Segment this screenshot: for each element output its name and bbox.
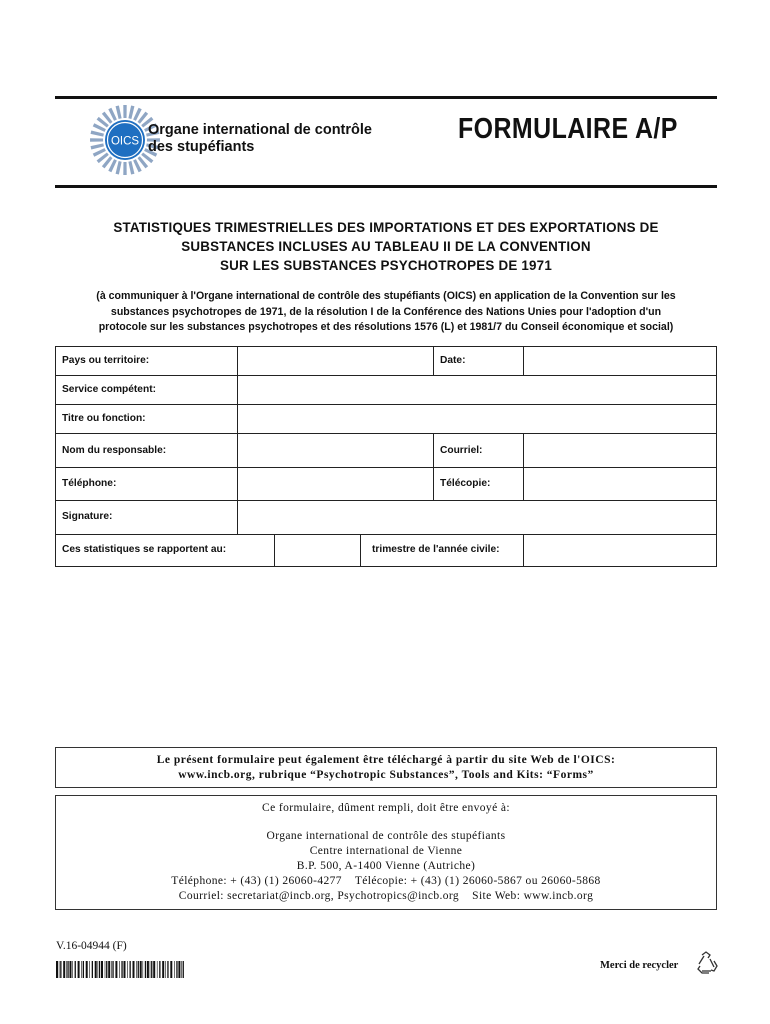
org-name-line1: Organe international de contrôle <box>148 122 372 138</box>
main-title-line2: SUBSTANCES INCLUSES AU TABLEAU II DE LA CONVENTION <box>181 239 591 254</box>
subtitle-line1: (à communiquer à l'Organe international de contrôle des stupéfiants (OICS) en application de la Convention sur les <box>96 290 676 302</box>
signature-field[interactable] <box>238 501 716 533</box>
subtitle-line3: protocole sur les substances psychotropes et des résolutions 1576 (L) et 1981/7 du Conseil économique et social) <box>98 321 674 333</box>
title-function-field[interactable] <box>238 405 716 432</box>
service-field[interactable] <box>238 376 716 403</box>
send-notice-line1: Ce formulaire, dûment rempli, doit être envoyé à: <box>262 802 510 814</box>
download-notice-line1: Le présent formulaire peut également être téléchargé à partir du site Web de l'OICS: <box>156 754 616 766</box>
contact-email-web: Courriel: secretariat@incb.org, Psychotropics@incb.org Site Web: www.incb.org <box>178 890 594 902</box>
recycle-icon <box>693 950 719 976</box>
fax-label: Télécopie: <box>440 478 491 489</box>
telephone-field[interactable] <box>238 468 432 499</box>
header-bottom-rule <box>55 185 717 188</box>
responsible-name-field[interactable] <box>238 434 432 466</box>
download-notice-line2: www.incb.org, rubrique “Psychotropic Substances”, Tools and Kits: “Forms” <box>178 769 594 781</box>
period-label: Ces statistiques se rapportent au: <box>62 544 227 555</box>
header-top-rule <box>55 96 717 99</box>
download-notice <box>55 747 717 788</box>
quarter-field[interactable] <box>275 535 359 566</box>
address-line2: Centre international de Vienne <box>309 845 463 857</box>
main-title-line3: SUR LES SUBSTANCES PSYCHOTROPES DE 1971 <box>220 258 552 273</box>
send-notice <box>55 795 717 910</box>
email-label: Courriel: <box>440 445 483 456</box>
service-label: Service compétent: <box>62 384 156 395</box>
identification-form <box>55 346 717 567</box>
address-line3: B.P. 500, A-1400 Vienne (Autriche) <box>296 860 476 872</box>
telephone-label: Téléphone: <box>62 478 117 489</box>
address-line1: Organe international de contrôle des stupéfiants <box>266 830 506 842</box>
main-title <box>55 218 717 275</box>
contact-phone-fax: Téléphone: + (43) (1) 26060-4277 Télécopie: + (43) (1) 26060-5867 ou 26060-5868 <box>171 875 601 887</box>
subtitle <box>55 289 717 336</box>
logo-text: OICS <box>110 135 140 148</box>
organization-name <box>148 122 372 156</box>
form-title: FORMULAIRE A/P <box>458 113 678 145</box>
responsible-name-label: Nom du responsable: <box>62 445 167 456</box>
org-name-line2: des stupéfiants <box>148 139 255 155</box>
title-function-label: Titre ou fonction: <box>62 413 146 424</box>
main-title-line1: STATISTIQUES TRIMESTRIELLES DES IMPORTATIONS ET DES EXPORTATIONS DE <box>113 220 659 235</box>
subtitle-line2: substances psychotropes de 1971, de la résolution I de la Conférence des Nations Unies pour l'adoption d'un <box>110 305 662 318</box>
document-number: V.16-04944 (F) <box>56 940 127 952</box>
country-label: Pays ou territoire: <box>62 355 150 366</box>
signature-label: Signature: <box>62 511 113 522</box>
quarter-year-label: trimestre de l'année civile: <box>372 544 500 555</box>
recycle-text: Merci de recycler <box>600 960 679 971</box>
country-field[interactable] <box>238 347 432 374</box>
date-field[interactable] <box>524 347 716 374</box>
barcode <box>56 961 186 978</box>
email-field[interactable] <box>524 434 716 466</box>
fax-field[interactable] <box>524 468 716 499</box>
date-label: Date: <box>440 355 466 366</box>
year-field[interactable] <box>524 535 716 566</box>
